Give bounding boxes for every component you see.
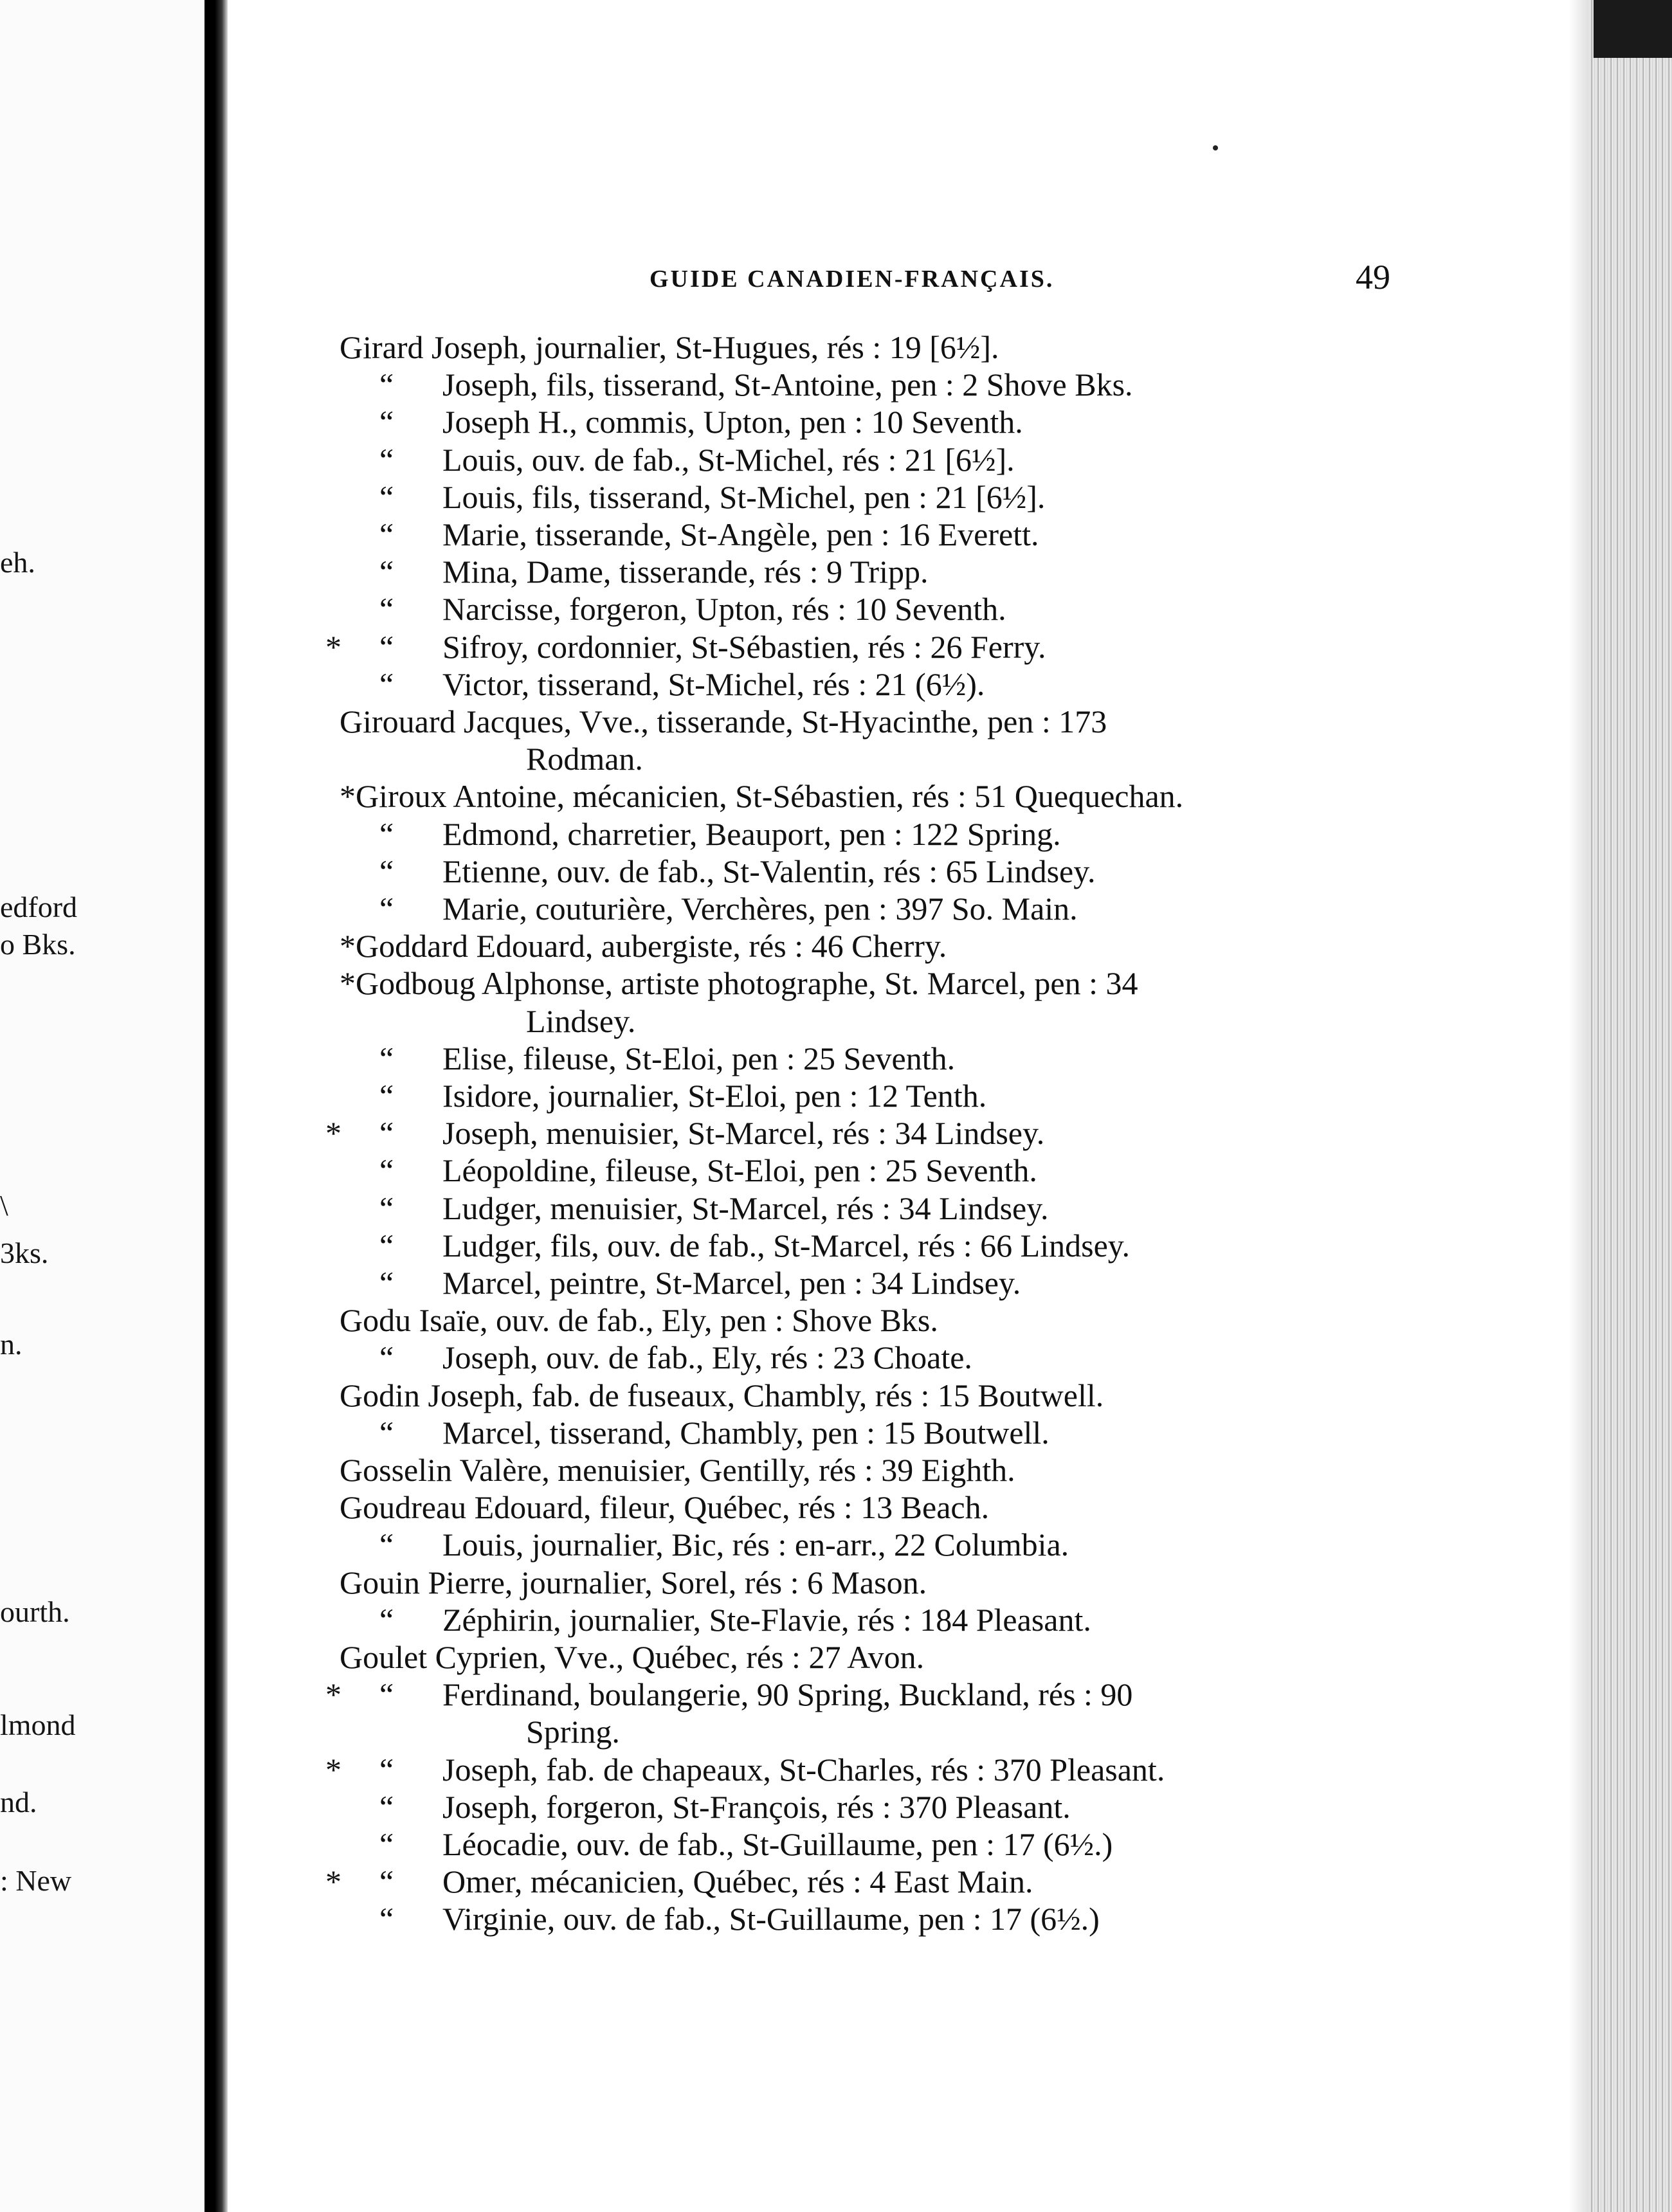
ditto-mark: “: [379, 853, 394, 889]
directory-entry: Godin Joseph, fab. de fuseaux, Chambly, rés : 15 Boutwell.: [340, 1377, 1104, 1413]
ditto-mark: “: [379, 1415, 394, 1451]
ditto-mark: “: [379, 554, 394, 590]
star-marker: *: [325, 1115, 341, 1151]
left-fragment: n.: [0, 1328, 23, 1361]
star-marker: *: [325, 629, 341, 665]
directory-entry: Goudreau Edouard, fileur, Québec, rés : 13 Beach.: [340, 1489, 990, 1525]
ditto-mark: “: [379, 1115, 394, 1151]
ditto-mark: “: [379, 816, 394, 852]
directory-entry: Marie, tisserande, St-Angèle, pen : 16 Everett.: [442, 516, 1039, 552]
star-marker: *: [325, 1752, 341, 1788]
directory-entry: Omer, mécanicien, Québec, rés : 4 East Main.: [442, 1863, 1033, 1899]
ditto-mark: “: [379, 1265, 394, 1301]
star-marker: *: [325, 1863, 341, 1899]
directory-entry: Victor, tisserand, St-Michel, rés : 21 (6½).: [442, 666, 985, 702]
ditto-mark: “: [379, 1339, 394, 1375]
page-edges-top: [1594, 0, 1672, 58]
directory-entry: Marcel, peintre, St-Marcel, pen : 34 Lindsey.: [442, 1265, 1021, 1301]
ditto-mark: “: [379, 442, 394, 478]
directory-entry: Gouin Pierre, journalier, Sorel, rés : 6 Mason.: [340, 1564, 927, 1600]
left-fragment: 3ks.: [0, 1237, 49, 1269]
directory-entry: Marie, couturière, Verchères, pen : 397 So. Main.: [442, 891, 1078, 927]
ditto-mark: “: [379, 1602, 394, 1638]
directory-entry: Joseph, fab. de chapeaux, St-Charles, rés : 370 Pleasant.: [442, 1752, 1165, 1788]
directory-entry: Etienne, ouv. de fab., St-Valentin, rés : 65 Lindsey.: [442, 853, 1096, 889]
ditto-mark: “: [379, 1676, 394, 1712]
directory-entry: Mina, Dame, tisserande, rés : 9 Tripp.: [442, 554, 929, 590]
left-fragment: eh.: [0, 546, 35, 579]
left-fragment: nd.: [0, 1786, 37, 1818]
ditto-mark: “: [379, 1826, 394, 1862]
directory-entry: Ludger, fils, ouv. de fab., St-Marcel, rés : 66 Lindsey.: [442, 1228, 1131, 1264]
ditto-mark: “: [379, 1190, 394, 1226]
ditto-mark: “: [379, 479, 394, 515]
directory-entry: Girard Joseph, journalier, St-Hugues, rés : 19 [6½].: [340, 329, 999, 365]
running-header: GUIDE CANADIEN-FRANÇAIS.: [650, 266, 1055, 293]
directory-entry: Joseph, menuisier, St-Marcel, rés : 34 Lindsey.: [442, 1115, 1045, 1151]
left-fragment: edford: [0, 891, 78, 923]
ditto-mark: “: [379, 666, 394, 702]
ditto-mark: “: [379, 1789, 394, 1825]
ditto-mark: “: [379, 404, 394, 440]
ditto-mark: “: [379, 1078, 394, 1114]
star-marker: *: [325, 1676, 341, 1712]
directory-entry: Louis, journalier, Bic, rés : en-arr., 22 Columbia.: [442, 1527, 1069, 1563]
directory-entry: Virginie, ouv. de fab., St-Guillaume, pen : 17 (6½.): [442, 1901, 1100, 1937]
directory-entry: *Goddard Edouard, aubergiste, rés : 46 Cherry.: [340, 928, 947, 964]
directory-entry: Elise, fileuse, St-Eloi, pen : 25 Seventh.: [442, 1040, 956, 1076]
directory-entry: Godu Isaïe, ouv. de fab., Ely, pen : Shove Bks.: [340, 1302, 938, 1338]
entry-continuation: Rodman.: [526, 741, 643, 777]
page-curl-shadow: [1569, 0, 1591, 2212]
directory-entry: Marcel, tisserand, Chambly, pen : 15 Boutwell.: [442, 1415, 1050, 1451]
left-fragment: lmond: [0, 1709, 76, 1741]
ditto-mark: “: [379, 629, 394, 665]
ditto-mark: “: [379, 1901, 394, 1937]
left-fragment: : New: [0, 1864, 72, 1897]
ditto-mark: “: [379, 1152, 394, 1188]
directory-entry: Louis, fils, tisserand, St-Michel, pen : 21 [6½].: [442, 479, 1046, 515]
directory-entry: *Godboug Alphonse, artiste photographe, St. Marcel, pen : 34: [340, 965, 1138, 1001]
entry-continuation: Lindsey.: [526, 1003, 636, 1039]
directory-entry: Goulet Cyprien, Vve., Québec, rés : 27 Avon.: [340, 1639, 925, 1675]
directory-entry: Joseph, ouv. de fab., Ely, rés : 23 Choate.: [442, 1339, 972, 1375]
page-edges: [1588, 0, 1672, 2212]
directory-entry: Girouard Jacques, Vve., tisserande, St-Hyacinthe, pen : 173: [340, 703, 1107, 739]
ditto-mark: “: [379, 1752, 394, 1788]
ditto-mark: “: [379, 516, 394, 552]
directory-entry: Gosselin Valère, menuisier, Gentilly, rés : 39 Eighth.: [340, 1452, 1015, 1488]
left-fragment: o Bks.: [0, 928, 76, 961]
directory-entry: *Giroux Antoine, mécanicien, St-Sébastien, rés : 51 Quequechan.: [340, 778, 1184, 814]
ditto-mark: “: [379, 1228, 394, 1264]
directory-entry: Isidore, journalier, St-Eloi, pen : 12 Tenth.: [442, 1078, 987, 1114]
directory-entry: Louis, ouv. de fab., St-Michel, rés : 21 [6½].: [442, 442, 1015, 478]
directory-entry: Narcisse, forgeron, Upton, rés : 10 Seventh.: [442, 591, 1006, 627]
directory-entry: Ludger, menuisier, St-Marcel, rés : 34 Lindsey.: [442, 1190, 1049, 1226]
ditto-mark: “: [379, 1863, 394, 1899]
directory-entry: Léocadie, ouv. de fab., St-Guillaume, pen : 17 (6½.): [442, 1826, 1113, 1862]
page-number: 49: [1356, 258, 1390, 296]
directory-entry: Léopoldine, fileuse, St-Eloi, pen : 25 Seventh.: [442, 1152, 1037, 1188]
directory-entry: Edmond, charretier, Beauport, pen : 122 Spring.: [442, 816, 1061, 852]
directory-entry: Ferdinand, boulangerie, 90 Spring, Buckland, rés : 90: [442, 1676, 1133, 1712]
directory-entry: Zéphirin, journalier, Ste-Flavie, rés : 184 Pleasant.: [442, 1602, 1091, 1638]
left-fragment: ourth.: [0, 1595, 70, 1628]
entry-continuation: Spring.: [526, 1714, 620, 1750]
previous-page: [0, 0, 204, 2212]
directory-entry: Joseph, fils, tisserand, St-Antoine, pen : 2 Shove Bks.: [442, 367, 1133, 403]
ditto-mark: “: [379, 367, 394, 403]
ditto-mark: “: [379, 591, 394, 627]
ink-speck: [1213, 145, 1218, 150]
directory-entry: Joseph H., commis, Upton, pen : 10 Seventh.: [442, 404, 1023, 440]
book-gutter: [204, 0, 228, 2212]
directory-entry: Sifroy, cordonnier, St-Sébastien, rés : 26 Ferry.: [442, 629, 1046, 665]
ditto-mark: “: [379, 1040, 394, 1076]
ditto-mark: “: [379, 1527, 394, 1563]
directory-entry: Joseph, forgeron, St-François, rés : 370 Pleasant.: [442, 1789, 1071, 1825]
left-fragment: \: [0, 1189, 8, 1222]
ditto-mark: “: [379, 891, 394, 927]
